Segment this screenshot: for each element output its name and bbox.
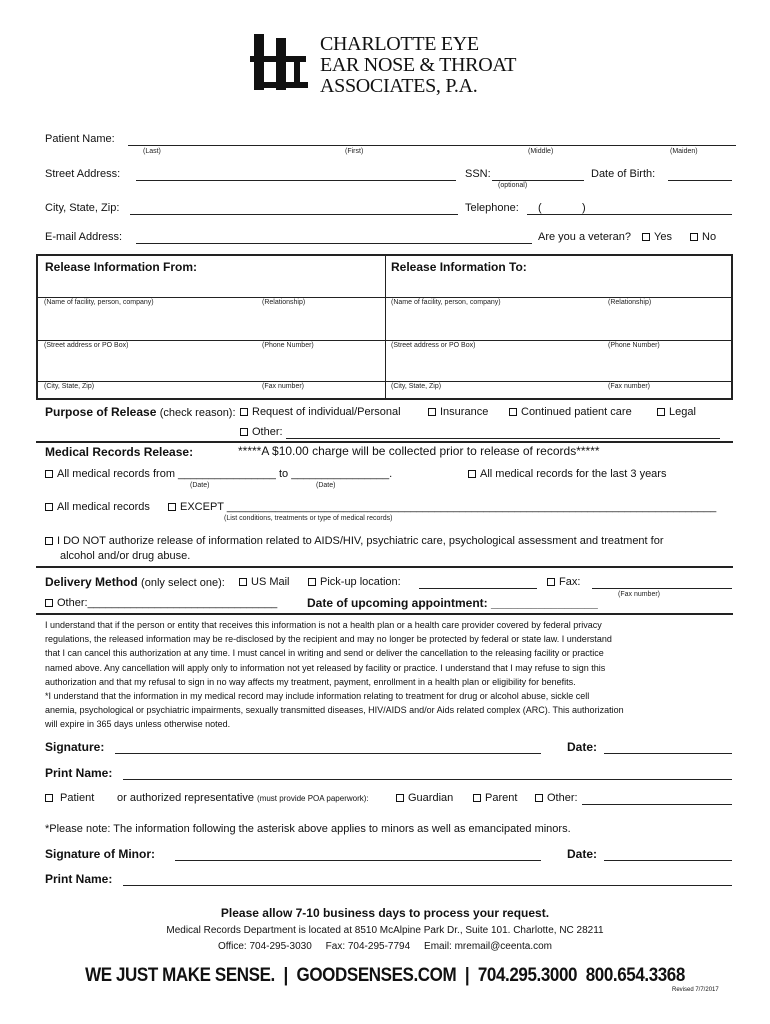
parent-label: Parent	[485, 792, 518, 804]
checkbox-icon[interactable]	[535, 794, 543, 802]
disclaimer-line: named above. Any cancellation will apply only to information not yet released by facility or practice. I understand that I may refuse to sign this	[45, 662, 606, 673]
minors-note: *Please note: The information following the asterisk above applies to minors as well as emancipated minors.	[45, 823, 571, 835]
minor-print-name-label: Print Name:	[45, 872, 113, 886]
dob-label: Date of Birth:	[591, 168, 656, 180]
telephone-field[interactable]	[527, 214, 732, 215]
records-except-option[interactable]	[168, 501, 716, 513]
phone-open-paren: (	[538, 202, 542, 214]
records-except-label: EXCEPT ________________________________________________________________________________	[180, 501, 717, 513]
checkbox-icon[interactable]	[45, 470, 53, 478]
delivery-other-option[interactable]	[45, 597, 277, 609]
checkbox-icon[interactable]	[45, 537, 53, 545]
records-last3-option[interactable]	[468, 468, 666, 480]
patient-name-field[interactable]	[128, 145, 736, 146]
check-reason-label: (check reason):	[159, 407, 236, 419]
print-name-label: Print Name:	[45, 766, 113, 780]
checkbox-icon[interactable]	[240, 428, 248, 436]
revised-date: Revised 7/7/2017	[672, 987, 719, 993]
last-caption: (Last)	[143, 148, 161, 155]
delivery-label: Delivery Method	[45, 575, 138, 589]
appointment-date-label: Date of upcoming appointment: ________________	[307, 596, 598, 610]
to-relationship-caption: (Relationship)	[608, 299, 652, 306]
only-one-label: (only select one):	[141, 577, 225, 589]
purpose-legal-option[interactable]	[657, 406, 696, 418]
do-not-authorize-option[interactable]	[45, 535, 664, 547]
middle-caption: (Middle)	[528, 148, 554, 155]
records-last3-label: All medical records for the last 3 years	[480, 468, 667, 480]
street-address-label: Street Address:	[45, 168, 121, 180]
checkbox-icon[interactable]	[45, 503, 53, 511]
disclaimer-line: I understand that if the person or entity that receives this information is not a health plan or a health care provider covered by federal privacy	[45, 620, 602, 630]
records-range-label: All medical records from ________________ to ________________.	[57, 468, 393, 480]
legal-label: Legal	[669, 406, 696, 418]
role-other-field[interactable]	[582, 804, 732, 805]
maiden-caption: (Maiden)	[670, 148, 698, 155]
signature-field[interactable]	[115, 753, 541, 754]
processing-time-notice: Please allow 7-10 business days to process your request.	[220, 906, 550, 920]
contact-info: Office: 704-295-3030 Fax: 704-295-7794 Email: mremail@ceenta.com	[217, 941, 553, 952]
medical-records-label: Medical Records Release:	[45, 445, 194, 459]
do-not-authorize-label-cont: alcohol and/or drug abuse.	[60, 550, 191, 562]
date-to-caption: (Date)	[316, 482, 336, 489]
role-guardian-option[interactable]	[396, 792, 453, 804]
signature-label: Signature:	[45, 740, 105, 754]
disclaimer-line: will expire in 365 days unless otherwise noted.	[45, 719, 231, 730]
continued-label: Continued patient care	[521, 406, 632, 418]
city-state-zip-label: City, State, Zip:	[45, 202, 120, 214]
records-divider	[36, 566, 733, 568]
minor-date-field[interactable]	[604, 860, 732, 861]
release-to-title: Release Information To:	[391, 260, 527, 274]
do-not-authorize-label: I DO NOT authorize release of information related to AIDS/HIV, psychiatric care, psychological assessment and treatment for	[57, 535, 664, 547]
company-line-1: CHARLOTTE EYE	[320, 33, 479, 55]
release-row-line-2	[37, 340, 732, 341]
role-parent-option[interactable]	[473, 792, 517, 804]
purpose-of-release	[45, 405, 236, 419]
to-facility-field[interactable]	[386, 278, 732, 297]
date-from-caption: (Date)	[190, 482, 210, 489]
checkbox-icon[interactable]	[45, 599, 53, 607]
minor-date-label: Date:	[567, 847, 598, 861]
dob-field[interactable]	[668, 180, 732, 181]
ssn-field[interactable]	[492, 180, 584, 181]
logo-mark-icon	[250, 34, 312, 96]
checkbox-icon[interactable]	[473, 794, 481, 802]
telephone-label: Telephone:	[465, 202, 519, 214]
checkbox-icon[interactable]	[239, 578, 247, 586]
role-patient-option[interactable]	[45, 792, 94, 804]
records-range-option[interactable]	[45, 468, 392, 480]
from-city-caption: (City, State, Zip)	[44, 383, 95, 390]
pickup-label: Pick-up location:	[320, 576, 401, 588]
list-conditions-caption: (List conditions, treatments or type of medical records)	[224, 515, 393, 522]
checkbox-icon[interactable]	[396, 794, 404, 802]
disclaimer-line: regulations, the released information may be re-disclosed by the recipient and may no longer be protected by federal or state law. I understand	[45, 634, 612, 645]
checkbox-icon[interactable]	[690, 233, 698, 241]
authorized-rep-text	[117, 792, 369, 804]
authorized-label: or authorized representative	[117, 792, 254, 804]
signature-date-label: Date:	[567, 740, 598, 754]
charge-notice: *****A $10.00 charge will be collected prior to release of records*****	[238, 444, 600, 458]
from-relationship-caption: (Relationship)	[262, 299, 306, 306]
request-label: Request of individual/Personal	[252, 406, 401, 418]
from-facility-field[interactable]	[37, 278, 385, 297]
patient-name-label: Patient Name:	[45, 133, 115, 145]
patient-label: Patient	[60, 792, 95, 804]
insurance-label: Insurance	[440, 406, 489, 418]
release-row-line-3	[37, 381, 732, 382]
checkbox-icon[interactable]	[308, 578, 316, 586]
email-field[interactable]	[136, 243, 532, 244]
delivery-pickup-option[interactable]	[308, 576, 401, 588]
disclaimer-line: *I understand that the information in my medical record may include information relating to treatment for drug or alcohol abuse, sickle cell	[45, 691, 590, 702]
signature-date-field[interactable]	[604, 753, 732, 754]
logo	[250, 34, 312, 96]
checkbox-icon[interactable]	[428, 408, 436, 416]
minor-signature-label: Signature of Minor:	[45, 847, 155, 861]
delivery-us-mail-option[interactable]	[239, 576, 290, 588]
to-city-caption: (City, State, Zip)	[391, 383, 442, 390]
purpose-other-field[interactable]	[286, 438, 720, 439]
no-label: No	[702, 231, 717, 243]
company-line-3: ASSOCIATES, P.A.	[320, 75, 478, 97]
release-row-line-1	[37, 297, 732, 298]
checkbox-icon[interactable]	[509, 408, 517, 416]
to-fax-caption: (Fax number)	[608, 383, 651, 390]
release-divider	[385, 255, 386, 399]
company-line-2: EAR NOSE & THROAT	[320, 54, 517, 76]
optional-caption: (optional)	[498, 182, 528, 189]
records-all-label: All medical records	[57, 501, 150, 513]
yes-label: Yes	[654, 231, 672, 243]
minor-signature-field[interactable]	[175, 860, 541, 861]
checkbox-icon[interactable]	[657, 408, 665, 416]
delivery-divider	[36, 613, 733, 615]
veteran-no-option[interactable]	[690, 231, 716, 243]
ssn-label: SSN:	[465, 168, 491, 180]
fax-number-field[interactable]	[592, 588, 732, 589]
from-facility-caption: (Name of facility, person, company)	[44, 299, 154, 306]
records-all-option[interactable]	[45, 501, 150, 513]
email-label: E-mail Address:	[45, 231, 123, 243]
disclaimer-line: anemia, psychological or psychiatric impairments, sexually transmitted diseases, HIV/AIDS and/or Aids related complex (ARC). This authorization	[45, 705, 624, 716]
from-fax-caption: (Fax number)	[262, 383, 305, 390]
release-from-title: Release Information From:	[45, 260, 198, 274]
role-other-label: Other:	[547, 792, 578, 804]
checkbox-icon[interactable]	[168, 503, 176, 511]
company-name	[320, 34, 516, 97]
purpose-insurance-option[interactable]	[428, 406, 488, 418]
street-address-field[interactable]	[136, 180, 456, 181]
checkbox-icon[interactable]	[45, 794, 53, 802]
disclaimer-text	[45, 618, 624, 732]
purpose-other-option[interactable]	[240, 426, 283, 438]
from-phone-caption: (Phone Number)	[262, 342, 314, 349]
veteran-label: Are you a veteran?	[538, 231, 631, 243]
purpose-request-option[interactable]	[240, 406, 401, 418]
purpose-label: Purpose of Release	[45, 405, 157, 419]
city-state-zip-field[interactable]	[130, 214, 458, 215]
to-street-caption: (Street address or PO Box)	[391, 342, 476, 349]
other-label: Other:	[252, 426, 283, 438]
checkbox-icon[interactable]	[547, 578, 555, 586]
delivery-other-label: Other:_______________________________	[57, 597, 278, 609]
veteran-yes-option[interactable]	[642, 231, 672, 243]
checkbox-icon[interactable]	[240, 408, 248, 416]
phone-close-paren: )	[582, 202, 586, 214]
print-name-field[interactable]	[123, 779, 732, 780]
first-caption: (First)	[345, 148, 364, 155]
us-mail-label: US Mail	[251, 576, 290, 588]
to-phone-caption: (Phone Number)	[608, 342, 660, 349]
checkbox-icon[interactable]	[468, 470, 476, 478]
delivery-fax-option[interactable]	[547, 576, 580, 588]
to-facility-caption: (Name of facility, person, company)	[391, 299, 501, 306]
department-address: Medical Records Department is located at 8510 McAlpine Park Dr., Suite 101. Charlotte, NC 28211	[166, 925, 604, 936]
fax-label: Fax:	[559, 576, 581, 588]
delivery-method	[45, 575, 225, 589]
from-street-caption: (Street address or PO Box)	[44, 342, 129, 349]
disclaimer-line: authorization and that my refusal to sign in no way affects my treatment, payment, enrollment in a health plan or eligibility for benefits.	[45, 676, 576, 687]
role-other-option[interactable]	[535, 792, 578, 804]
checkbox-icon[interactable]	[642, 233, 650, 241]
pickup-location-field[interactable]	[419, 588, 537, 589]
poa-label: (must provide POA paperwork):	[257, 794, 369, 803]
tagline: WE JUST MAKE SENSE. | GOODSENSES.COM | 704.295.3000 800.654.3368	[85, 963, 685, 986]
guardian-label: Guardian	[408, 792, 454, 804]
purpose-divider	[36, 441, 733, 443]
disclaimer-line: that I can cancel this authorization at any time. I must cancel in writing and send or deliver the cancellation to the releasing facility or practice	[45, 648, 604, 659]
fax-number-caption: (Fax number)	[618, 591, 661, 598]
purpose-continued-option[interactable]	[509, 406, 632, 418]
minor-print-name-field[interactable]	[123, 885, 732, 886]
